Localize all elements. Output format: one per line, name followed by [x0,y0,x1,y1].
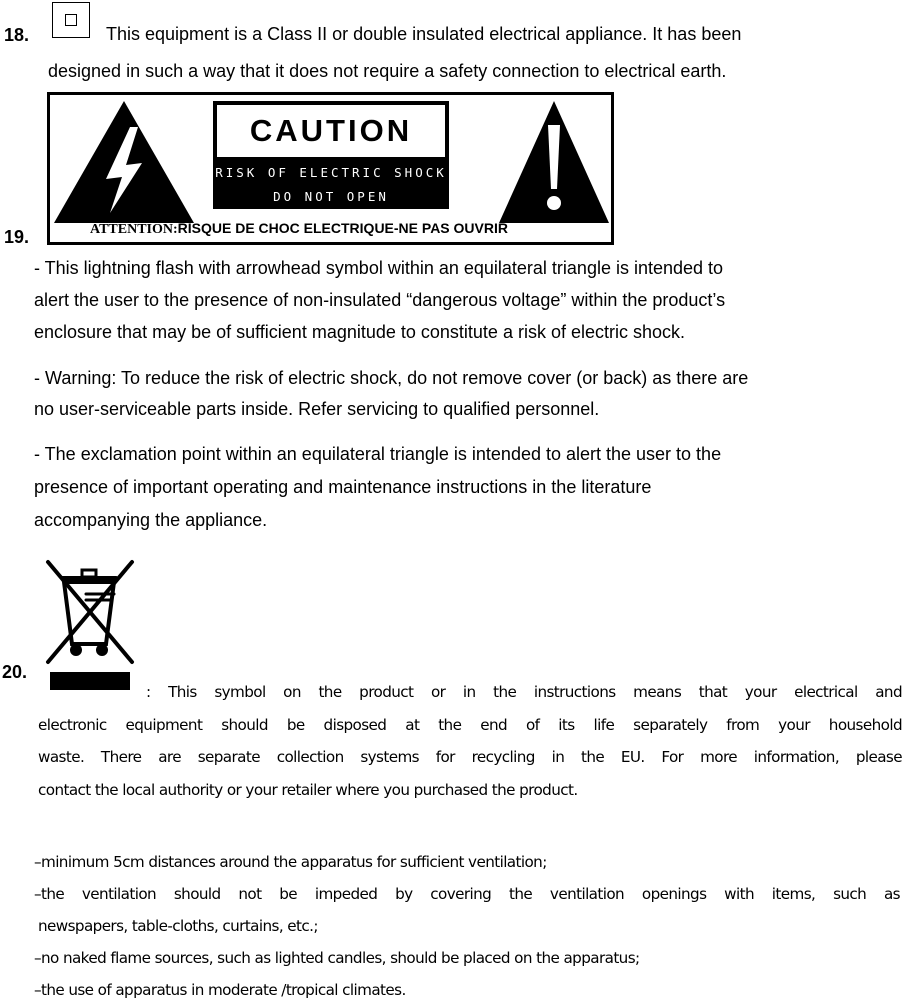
attention-label: ATTENTION: [90,222,178,237]
section-18-line-1: This equipment is a Class II or double insulated electrical appliance. It has been [106,24,742,44]
para-2-line-1: - Warning: To reduce the risk of electric shock, do not remove cover (or back) as there are [34,368,749,388]
section-18-line-2: designed in such a way that it does not require a safety connection to electrical earth. [48,61,727,81]
caution-line-2: DO NOT OPEN [273,189,389,204]
exclamation-warning-triangle-icon [495,97,613,227]
weee-line-2: electronic equipment should be disposed at the end of its life separately from your household [38,716,902,734]
section-18-number: 18. [4,25,30,45]
ventilation-item-2: –the ventilation should not be impeded by covering the ventilation openings with items, such as [34,885,900,903]
para-1-line-2: alert the user to the presence of non-insulated “dangerous voltage” within the product’s [34,290,726,310]
attention-line [90,220,508,238]
ventilation-item-1: –minimum 5cm distances around the apparatus for sufficient ventilation; [34,853,547,871]
para-3-line-3: accompanying the appliance. [34,510,268,530]
crossed-out-wheelie-bin-icon [42,556,138,692]
caution-label-panel [47,92,614,245]
caution-title: CAUTION [217,105,445,157]
para-1-line-1: - This lightning flash with arrowhead symbol within an equilateral triangle is intended to [34,258,724,278]
weee-line-3: waste. There are separate collection systems for recycling in the EU. For more information, please [38,748,902,766]
ventilation-item-2-cont: newspapers, table-cloths, curtains, etc.; [38,917,318,935]
lightning-warning-triangle-icon [50,97,198,227]
section-20-number: 20. [2,662,28,682]
weee-line-1: : This symbol on the product or in the instructions means that your electrical and [146,683,902,701]
section-19-number: 19. [4,227,30,247]
ventilation-item-4: –the use of apparatus in moderate /tropical climates. [34,981,406,999]
ventilation-item-3: –no naked flame sources, such as lighted candles, should be placed on the apparatus; [34,949,640,967]
weee-line-4: contact the local authority or your retailer where you purchased the product. [38,781,578,799]
caution-box [213,101,449,209]
para-2-line-2: no user-serviceable parts inside. Refer servicing to qualified personnel. [34,399,600,419]
attention-text: RISQUE DE CHOC ELECTRIQUE-NE PAS OUVRIR [177,220,508,236]
class-ii-double-square-icon [52,2,90,38]
caution-line-1: RISK OF ELECTRIC SHOCK [215,165,447,180]
para-3-line-2: presence of important operating and maintenance instructions in the literature [34,477,652,497]
para-3-line-1: - The exclamation point within an equilateral triangle is intended to alert the user to the [34,444,722,464]
para-1-line-3: enclosure that may be of sufficient magnitude to constitute a risk of electric shock. [34,322,685,342]
